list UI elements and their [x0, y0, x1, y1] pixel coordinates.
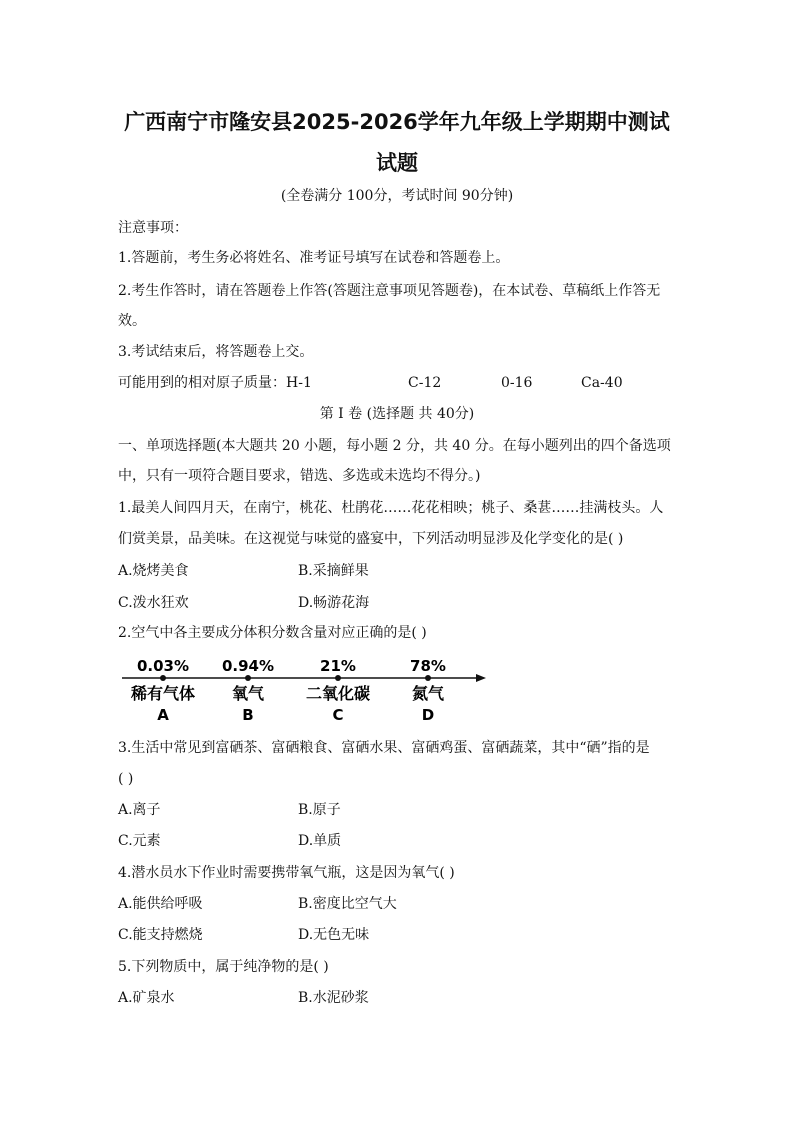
figure-value-b: 0.94%	[221, 657, 275, 675]
figure-value-d: 78%	[410, 657, 446, 675]
q4-stem: 4.潜水员水下作业时需要携带氧气瓶，这是因为氧气( )	[118, 865, 455, 881]
figure-name-b: 氧气	[231, 684, 265, 703]
figure-letter-d: D	[421, 706, 435, 724]
q2-stem: 2.空气中各主要成分体积分数含量对应正确的是( )	[118, 625, 427, 641]
exam-subtitle: (全卷满分 100分，考试时间 90分钟)	[280, 188, 514, 204]
note-item-2-line1: 2.考生作答时，请在答题卷上作答(答题注意事项见答题卷)，在本试卷、草稿纸上作答无	[118, 283, 661, 299]
notes-heading: 注意事项：	[118, 220, 188, 236]
q1-option-d: D.畅游花海	[298, 595, 370, 611]
figure-value-c: 21%	[320, 657, 356, 675]
atomic-mass-c: C-12	[408, 375, 442, 391]
figure-letter-a: A	[157, 706, 169, 724]
air-composition-figure	[118, 652, 490, 724]
figure-point-d	[425, 675, 431, 681]
q1-stem-line1: 1.最美人间四月天，在南宁，桃花、杜鹃花……花花相映；桃子、桑葚……挂满枝头。人	[118, 500, 664, 516]
q3-stem-line1: 3.生活中常见到富硒茶、富硒粮食、富硒水果、富硒鸡蛋、富硒蔬菜，其中“硒”指的是	[118, 740, 650, 756]
q3-option-c: C.元素	[118, 833, 161, 849]
note-item-3: 3.考试结束后，将答题卷上交。	[118, 344, 314, 360]
q4-option-c: C.能支持燃烧	[118, 927, 203, 943]
section-instruction-line1: 一、单项选择题(本大题共 20 小题，每小题 2 分，共 40 分。在每小题列出的四个备选项	[118, 438, 671, 454]
q1-stem-line2: 们赏美景，品美味。在这视觉与味觉的盛宴中，下列活动明显涉及化学变化的是( )	[118, 531, 624, 547]
atomic-mass-label: 可能用到的相对原子质量：H-1	[118, 375, 312, 391]
q3-option-b: B.原子	[298, 802, 341, 818]
note-item-2-line2: 效。	[118, 313, 146, 329]
q1-option-a: A.烧烤美食	[118, 563, 189, 579]
q3-stem-line2: ( )	[118, 771, 134, 787]
q5-option-a: A.矿泉水	[118, 990, 175, 1006]
q5-option-b: B.水泥砂浆	[298, 990, 369, 1006]
figure-point-b	[245, 675, 251, 681]
q5-stem: 5.下列物质中，属于纯净物的是( )	[118, 959, 329, 975]
figure-point-a	[160, 675, 166, 681]
exam-title-line2: 试题	[376, 151, 418, 175]
figure-letter-b: B	[242, 706, 254, 724]
q1-option-c: C.泼水狂欢	[118, 595, 189, 611]
figure-axis-arrow	[476, 674, 486, 682]
exam-title-line1: 广西南宁市隆安县2025-2026学年九年级上学期期中测试	[124, 110, 670, 134]
atomic-mass-o: 0-16	[501, 375, 533, 391]
part-title: 第 I 卷 (选择题 共 40分)	[319, 406, 475, 422]
figure-point-c	[335, 675, 341, 681]
q1-option-b: B.采摘鲜果	[298, 563, 369, 579]
figure-name-d: 氮气	[411, 684, 445, 703]
atomic-mass-ca: Ca-40	[581, 375, 623, 391]
q4-option-d: D.无色无味	[298, 927, 370, 943]
q4-option-b: B.密度比空气大	[298, 896, 397, 912]
q4-option-a: A.能供给呼吸	[118, 896, 203, 912]
figure-name-a: 稀有气体	[130, 684, 196, 703]
q3-option-a: A.离子	[118, 802, 161, 818]
section-instruction-line2: 中，只有一项符合题目要求，错选、多选或未选均不得分。)	[118, 468, 481, 484]
q3-option-d: D.单质	[298, 833, 342, 849]
figure-name-c: 二氧化碳	[305, 684, 371, 703]
figure-letter-c: C	[332, 706, 344, 724]
note-item-1: 1.答题前，考生务必将姓名、准考证号填写在试卷和答题卷上。	[118, 250, 510, 266]
figure-value-a: 0.03%	[136, 657, 190, 675]
